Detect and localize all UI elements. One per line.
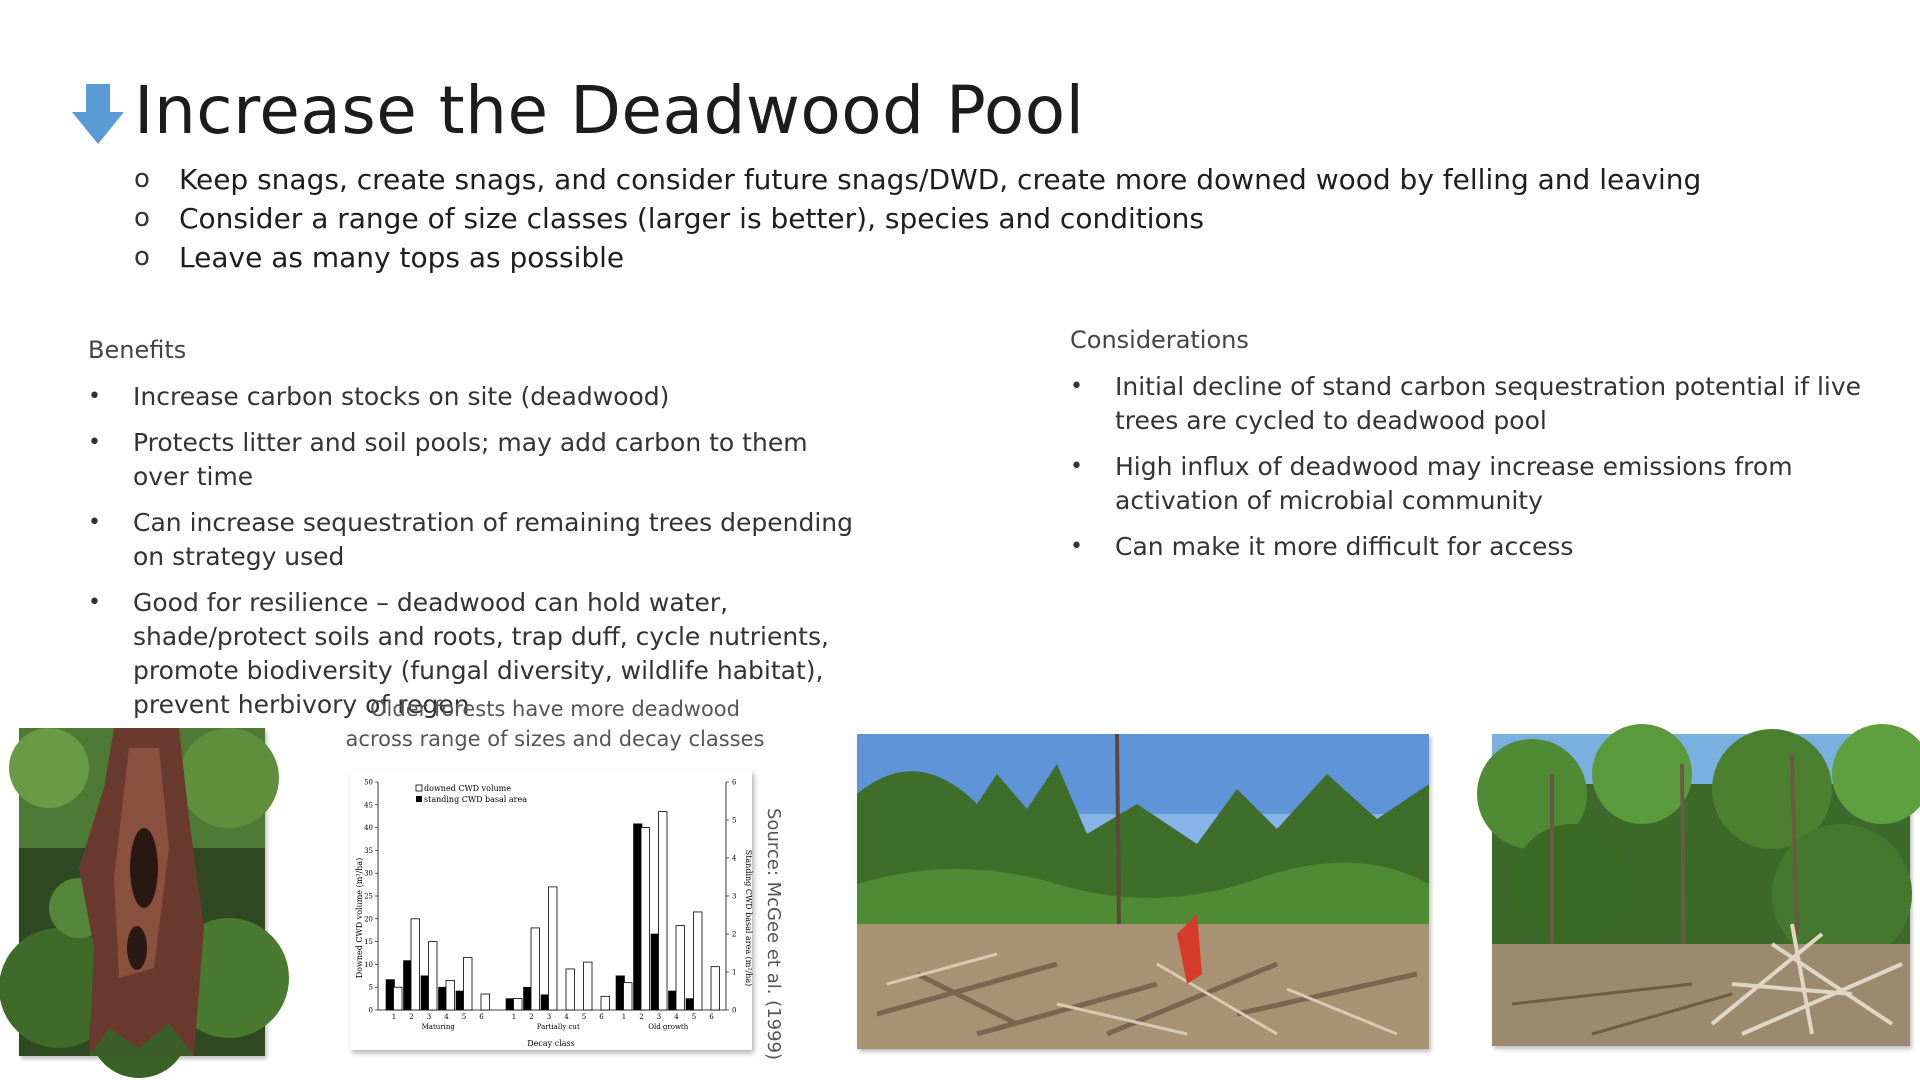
bullet-circle-icon: o xyxy=(134,242,150,272)
bar-downed xyxy=(711,967,720,1010)
bar-downed xyxy=(566,969,575,1010)
bar-downed xyxy=(676,926,685,1010)
x-tick-label: 6 xyxy=(709,1013,714,1021)
list-item: • Can increase sequestration of remaining trees depending on strategy used xyxy=(88,508,854,571)
bar-downed xyxy=(464,958,473,1010)
y-axis-label-right: Standing CWD basal area (m²/ha) xyxy=(744,849,753,987)
legend-label-standing: standing CWD basal area xyxy=(424,795,528,804)
list-item: • Increase carbon stocks on site (deadwood) xyxy=(88,380,868,414)
deadwood-chart xyxy=(350,770,752,1050)
x-tick-label: 2 xyxy=(639,1013,644,1021)
x-tick-label: 6 xyxy=(479,1013,484,1021)
y-right-tick-label: 1 xyxy=(732,968,737,977)
x-tick-label: 2 xyxy=(409,1013,414,1021)
list-item: o Consider a range of size classes (larger is better), species and conditions xyxy=(134,199,1701,238)
y-tick-label: 40 xyxy=(364,824,373,833)
x-tick-label: 6 xyxy=(599,1013,604,1021)
list-item: • High influx of deadwood may increase emissions from activation of microbial community xyxy=(1070,452,1793,515)
y-right-tick-label: 3 xyxy=(732,892,737,901)
list-item: o Leave as many tops as possible xyxy=(134,238,1701,277)
bar-downed xyxy=(624,983,633,1010)
bar-downed xyxy=(601,996,610,1010)
bar-downed xyxy=(394,987,403,1010)
chart-legend xyxy=(416,784,527,804)
y-tick-label: 20 xyxy=(364,915,373,924)
y-tick-label: 25 xyxy=(364,892,373,901)
y-right-tick-label: 0 xyxy=(732,1006,737,1015)
chart-caption-line-2: across range of sizes and decay classes xyxy=(345,727,765,751)
page-title: Increase the Deadwood Pool xyxy=(134,72,1085,149)
y-tick-label: 45 xyxy=(364,801,373,810)
considerations-heading: Considerations xyxy=(1070,326,1249,354)
bullet-dot-icon: • xyxy=(88,590,101,615)
x-tick-label: 1 xyxy=(391,1013,397,1021)
list-item: • Can make it more difficult for access xyxy=(1070,530,1870,564)
benefits-heading: Benefits xyxy=(88,336,187,364)
list-item: • Good for resilience – deadwood can hold water, shade/protect soils and roots, trap duff, cycle nutrients, promote biodiversity (fungal diversity, wildlife habitat), prevent herbivory of regen xyxy=(88,588,829,719)
x-tick-label: 1 xyxy=(511,1013,517,1021)
source-label: Source: McGee et al. (1999) xyxy=(763,808,784,1061)
y-tick-label: 0 xyxy=(368,1006,373,1015)
benefits-list xyxy=(88,380,868,734)
bar-downed xyxy=(584,962,593,1010)
down-arrow-icon xyxy=(72,84,124,144)
x-tick-label: 5 xyxy=(581,1013,587,1021)
bullet-dot-icon: • xyxy=(1070,454,1083,479)
y-right-tick-label: 4 xyxy=(732,854,737,863)
bar-downed xyxy=(411,919,420,1010)
bar-downed xyxy=(549,887,558,1010)
legend-swatch-standing xyxy=(416,796,422,802)
y-tick-label: 50 xyxy=(364,778,373,787)
slash-pile-photo xyxy=(1492,734,1910,1046)
chart-source xyxy=(760,808,790,1061)
group-label: Maturing xyxy=(421,1023,455,1031)
y-right-tick-label: 2 xyxy=(732,930,737,939)
chart-caption-line-1: Older forests have more deadwood xyxy=(370,697,740,721)
y-axis-label-left: Downed CWD volume (m³/ha) xyxy=(355,857,364,979)
legend-swatch-downed xyxy=(416,785,422,791)
bar-downed xyxy=(481,994,490,1010)
y-tick-label: 35 xyxy=(364,846,373,855)
legend-label-downed: downed CWD volume xyxy=(424,784,512,793)
x-tick-label: 5 xyxy=(461,1013,467,1021)
x-tick-label: 1 xyxy=(621,1013,627,1021)
considerations-list xyxy=(1070,370,1870,576)
x-tick-label: 5 xyxy=(691,1013,697,1021)
x-tick-label: 3 xyxy=(546,1013,552,1021)
top-bullet-list xyxy=(134,160,1701,277)
bullet-dot-icon: • xyxy=(88,384,101,409)
bullet-circle-icon: o xyxy=(134,203,150,233)
x-tick-label: 4 xyxy=(674,1013,679,1021)
bullet-dot-icon: • xyxy=(1070,374,1083,399)
list-item: • Protects litter and soil pools; may add carbon to them over time xyxy=(88,428,808,491)
snag-photo xyxy=(19,728,265,1056)
list-item: o Keep snags, create snags, and consider future snags/DWD, create more downed wood by felling and leaving xyxy=(134,160,1701,199)
group-label: Old growth xyxy=(648,1023,689,1031)
y-tick-label: 10 xyxy=(364,960,373,969)
bar-downed xyxy=(641,828,650,1010)
bullet-dot-icon: • xyxy=(88,430,101,455)
x-axis-label: Decay class xyxy=(527,1039,575,1048)
bar-downed xyxy=(694,912,703,1010)
x-tick-label: 2 xyxy=(529,1013,534,1021)
y-tick-label: 5 xyxy=(368,983,373,992)
y-tick-label: 15 xyxy=(364,938,373,947)
x-tick-label: 4 xyxy=(564,1013,569,1021)
y-right-tick-label: 5 xyxy=(732,816,737,825)
x-tick-label: 3 xyxy=(426,1013,432,1021)
x-tick-label: 3 xyxy=(656,1013,662,1021)
bar-downed xyxy=(531,928,540,1010)
bar-downed xyxy=(514,999,523,1010)
chart-caption xyxy=(340,694,770,754)
y-right-tick-label: 6 xyxy=(732,778,737,787)
y-tick-label: 30 xyxy=(364,869,373,878)
x-tick-label: 4 xyxy=(444,1013,449,1021)
bullet-circle-icon: o xyxy=(134,164,150,194)
bar-downed xyxy=(429,942,438,1010)
list-item: • Initial decline of stand carbon sequestration potential if live trees are cycled to deadwood pool xyxy=(1070,372,1862,435)
group-label: Partially cut xyxy=(536,1023,580,1031)
chart-svg xyxy=(350,770,752,1050)
bar-downed xyxy=(446,980,455,1010)
bullet-dot-icon: • xyxy=(1070,534,1083,559)
felled-wood-clearing-photo xyxy=(857,734,1429,1049)
bullet-dot-icon: • xyxy=(88,510,101,535)
bar-downed xyxy=(659,812,668,1010)
